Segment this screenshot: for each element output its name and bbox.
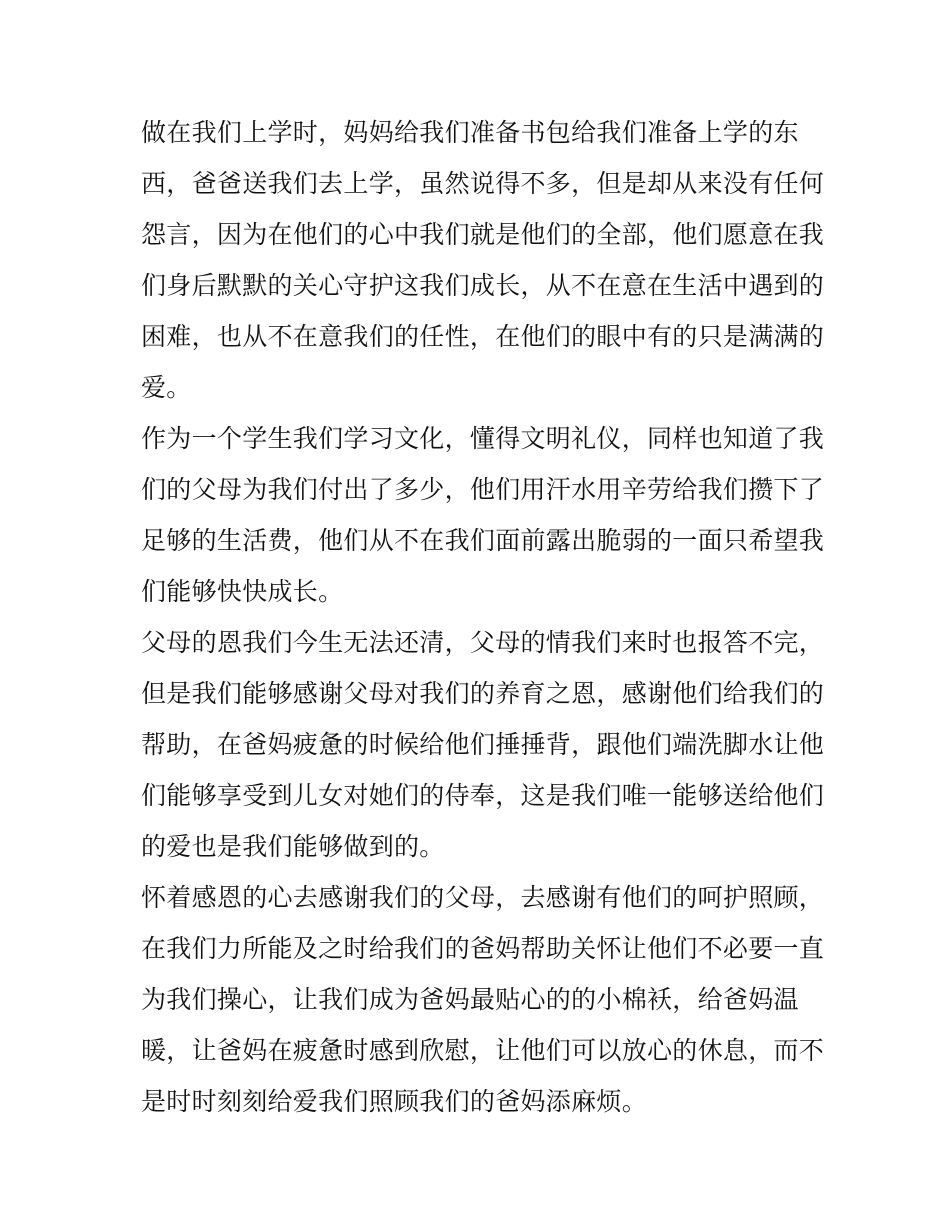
text-line-3: 怨言，因为在他们的心中我们就是他们的全部，他们愿意在我 bbox=[141, 220, 825, 249]
text-line-19: 暖，让爸妈在疲惫时感到欣慰，让他们可以放心的休息，而不 bbox=[141, 1036, 825, 1065]
text-line-15: 的爱也是我们能够做到的。 bbox=[141, 832, 445, 861]
text-line-2: 西，爸爸送我们去上学，虽然说得不多，但是却从来没有任何 bbox=[141, 169, 825, 198]
text-line-1: 做在我们上学时，妈妈给我们准备书包给我们准备上学的东 bbox=[141, 118, 799, 147]
text-line-6: 爱。 bbox=[141, 373, 192, 402]
text-line-13: 帮助，在爸妈疲惫的时候给他们捶捶背，跟他们端洗脚水让他 bbox=[141, 730, 825, 759]
text-line-16: 怀着感恩的心去感谢我们的父母，去感谢有他们的呵护照顾， bbox=[141, 883, 825, 912]
text-line-20: 是时时刻刻给爱我们照顾我们的爸妈添麻烦。 bbox=[141, 1087, 648, 1116]
document-body bbox=[141, 107, 825, 1127]
text-line-12: 但是我们能够感谢父母对我们的养育之恩，感谢他们给我们的 bbox=[141, 679, 825, 708]
text-line-18: 为我们操心，让我们成为爸妈最贴心的的小棉袄，给爸妈温 bbox=[141, 985, 799, 1014]
text-line-14: 们能够享受到儿女对她们的侍奉，这是我们唯一能够送给他们 bbox=[141, 781, 825, 810]
text-line-9: 足够的生活费，他们从不在我们面前露出脆弱的一面只希望我 bbox=[141, 526, 825, 555]
text-line-10: 们能够快快成长。 bbox=[141, 577, 344, 606]
text-line-8: 们的父母为我们付出了多少，他们用汗水用辛劳给我们攒下了 bbox=[141, 475, 825, 504]
text-line-5: 困难，也从不在意我们的任性，在他们的眼中有的只是满满的 bbox=[141, 322, 825, 351]
text-line-17: 在我们力所能及之时给我们的爸妈帮助关怀让他们不必要一直 bbox=[141, 934, 825, 963]
text-line-4: 们身后默默的关心守护这我们成长，从不在意在生活中遇到的 bbox=[141, 271, 825, 300]
text-line-11: 父母的恩我们今生无法还清，父母的情我们来时也报答不完， bbox=[141, 628, 825, 657]
text-line-7: 作为一个学生我们学习文化，懂得文明礼仪，同样也知道了我 bbox=[141, 424, 825, 453]
